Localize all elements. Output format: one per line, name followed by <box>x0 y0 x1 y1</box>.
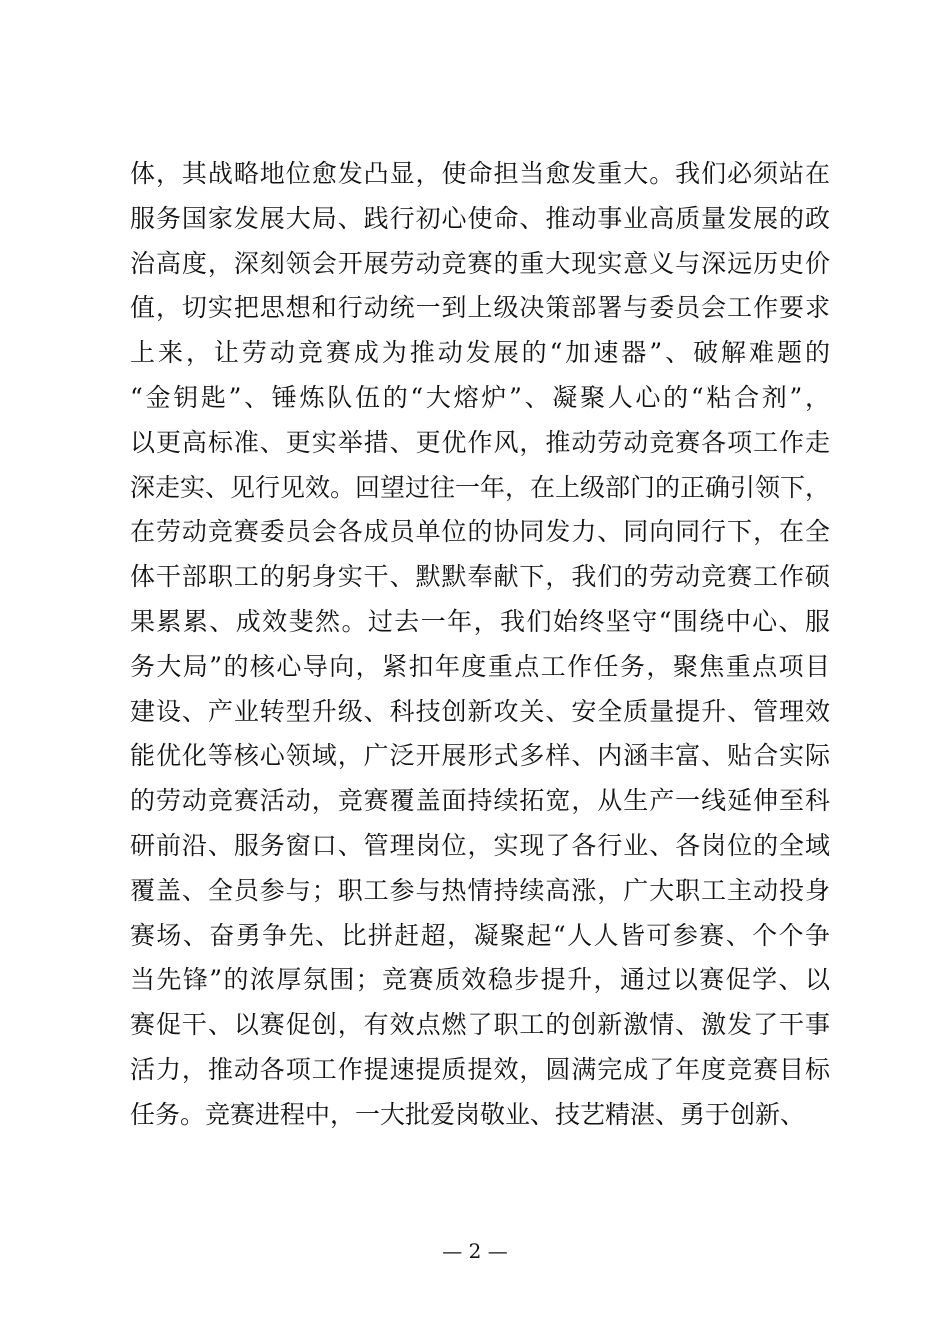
text-line: 务大局”的核心导向，紧扣年度重点工作任务，聚焦重点项目 <box>130 651 830 681</box>
text-line: 赛促干、以赛促创，有效点燃了职工的创新激情、激发了干事 <box>130 1010 830 1040</box>
text-line: 体干部职工的躬身实干、默默奉献下，我们的劳动竞赛工作硕 <box>130 562 830 592</box>
text-line: 赛场、奋勇争先、比拼赶超，凝聚起“人人皆可参赛、个个争 <box>130 920 830 950</box>
text-line: 值，切实把思想和行动统一到上级决策部署与委员会工作要求 <box>130 293 830 323</box>
text-line: 的劳动竞赛活动，竞赛覆盖面持续拓宽，从生产一线延伸至科 <box>130 786 830 816</box>
body-paragraph <box>130 152 830 1138</box>
text-line: 覆盖、全员参与；职工参与热情持续高涨，广大职工主动投身 <box>130 875 830 905</box>
text-line: 能优化等核心领域，广泛开展形式多样、内涵丰富、贴合实际 <box>130 741 830 771</box>
text-line: 治高度，深刻领会开展劳动竞赛的重大现实意义与深远历史价 <box>130 248 830 278</box>
page-number: — 2 — <box>442 1239 508 1263</box>
text-line: 当先锋”的浓厚氛围；竞赛质效稳步提升，通过以赛促学、以 <box>130 965 830 995</box>
text-line: 建设、产业转型升级、科技创新攻关、安全质量提升、管理效 <box>130 696 830 726</box>
text-line: 任务。竞赛进程中，一大批爱岗敬业、技艺精湛、勇于创新、 <box>130 1099 806 1129</box>
text-line: 在劳动竞赛委员会各成员单位的协同发力、同向同行下，在全 <box>130 517 830 547</box>
text-line: 活力，推动各项工作提速提质提效，圆满完成了年度竞赛目标 <box>130 1054 830 1084</box>
text-line: 体，其战略地位愈发凸显，使命担当愈发重大。我们必须站在 <box>130 159 830 188</box>
text-line: 上来，让劳动竞赛成为推动发展的“加速器”、破解难题的 <box>130 338 830 368</box>
text-line: 果累累、成效斐然。过去一年，我们始终坚守“围绕中心、服 <box>130 606 830 636</box>
text-line: 深走实、见行见效。回望过往一年，在上级部门的正确引领下， <box>130 472 831 502</box>
text-line: 研前沿、服务窗口、管理岗位，实现了各行业、各岗位的全域 <box>130 830 830 860</box>
text-line: “金钥匙”、锤炼队伍的“大熔炉”、凝聚人心的“粘合剂”， <box>130 382 830 412</box>
text-line: 服务国家发展大局、践行初心使命、推动事业高质量发展的政 <box>130 203 830 233</box>
text-line: 以更高标准、更实举措、更优作风，推动劳动竞赛各项工作走 <box>130 427 830 457</box>
